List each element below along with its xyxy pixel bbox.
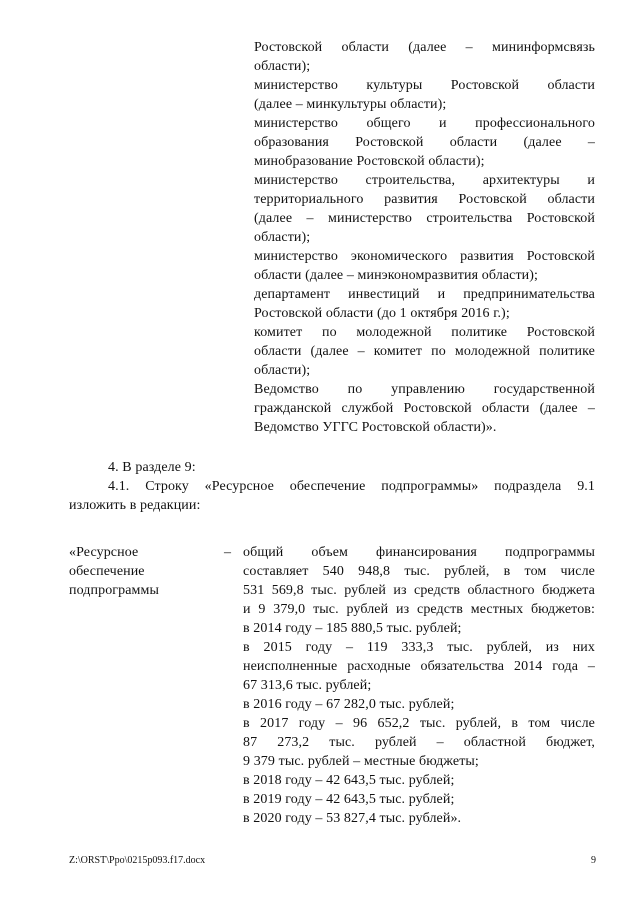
resource-line: 9 379 тыс. рублей – местные бюджеты; xyxy=(243,754,479,769)
resource-line: в 2018 году – 42 643,5 тыс. рублей; xyxy=(243,773,455,788)
resource-line: 87 273,2 тыс. рублей – областной бюджет, xyxy=(243,735,595,750)
list-line: Ростовской области (далее – мининформсвязь xyxy=(254,40,595,55)
list-line: территориального развития Ростовской области xyxy=(254,192,595,207)
list-line: министерство экономического развития Ростовской xyxy=(254,249,595,264)
list-line: комитет по молодежной политике Ростовской xyxy=(254,325,595,340)
resource-line: неисполненные расходные обязательства 2014 года – xyxy=(243,659,595,674)
resource-label-line: «Ресурсное xyxy=(69,545,139,560)
list-line: области (далее – минэкономразвития области); xyxy=(254,268,539,283)
list-line: области (далее – комитет по молодежной политике xyxy=(254,344,595,359)
resource-dash: – xyxy=(224,545,232,560)
list-line: минобразование Ростовской области); xyxy=(254,154,485,169)
list-line: Ведомство по управлению государственной xyxy=(254,382,595,397)
resource-line: 531 569,8 тыс. рублей из средств областного бюджета xyxy=(243,583,595,598)
resource-line: в 2015 году – 119 333,3 тыс. рублей, из них xyxy=(243,640,595,655)
footer-file-path: Z:\ORST\Ppo\0215p093.f17.docx xyxy=(69,855,206,866)
resource-line: в 2014 году – 185 880,5 тыс. рублей; xyxy=(243,621,462,636)
resource-line: 67 313,6 тыс. рублей; xyxy=(243,678,372,693)
resource-line: в 2017 году – 96 652,2 тыс. рублей, в том числе xyxy=(243,716,595,731)
resource-label-line: подпрограммы xyxy=(69,583,159,598)
instruction-line: изложить в редакции: xyxy=(69,498,201,513)
list-line: министерство общего и профессионального xyxy=(254,116,595,131)
resource-line: в 2019 году – 42 643,5 тыс. рублей; xyxy=(243,792,455,807)
resource-line: общий объем финансирования подпрограммы xyxy=(243,545,595,560)
list-line: области); xyxy=(254,363,311,378)
resource-line: составляет 540 948,8 тыс. рублей, в том числе xyxy=(243,564,595,579)
list-line: образования Ростовской области (далее – xyxy=(254,135,595,150)
list-line: области); xyxy=(254,59,311,74)
list-line: министерство строительства, архитектуры и xyxy=(254,173,595,188)
list-line: области); xyxy=(254,230,311,245)
list-line: министерство культуры Ростовской области xyxy=(254,78,595,93)
section-heading: 4. В разделе 9: xyxy=(108,460,196,475)
resource-line: в 2020 году – 53 827,4 тыс. рублей». xyxy=(243,811,462,826)
list-line: (далее – министерство строительства Ростовской xyxy=(254,211,595,226)
list-line: Ростовской области (до 1 октября 2016 г.); xyxy=(254,306,510,321)
page-number: 9 xyxy=(591,855,596,866)
resource-line: в 2016 году – 67 282,0 тыс. рублей; xyxy=(243,697,455,712)
resource-line: и 9 379,0 тыс. рублей из средств местных бюджетов: xyxy=(243,602,595,617)
list-line: (далее – минкультуры области); xyxy=(254,97,447,112)
list-line: департамент инвестиций и предпринимательства xyxy=(254,287,595,302)
resource-label-line: обеспечение xyxy=(69,564,145,579)
instruction-line: 4.1. Строку «Ресурсное обеспечение подпрограммы» подраздела 9.1 xyxy=(108,479,595,494)
list-line: гражданской службой Ростовской области (далее – xyxy=(254,401,595,416)
list-line: Ведомство УГГС Ростовской области)». xyxy=(254,420,497,435)
